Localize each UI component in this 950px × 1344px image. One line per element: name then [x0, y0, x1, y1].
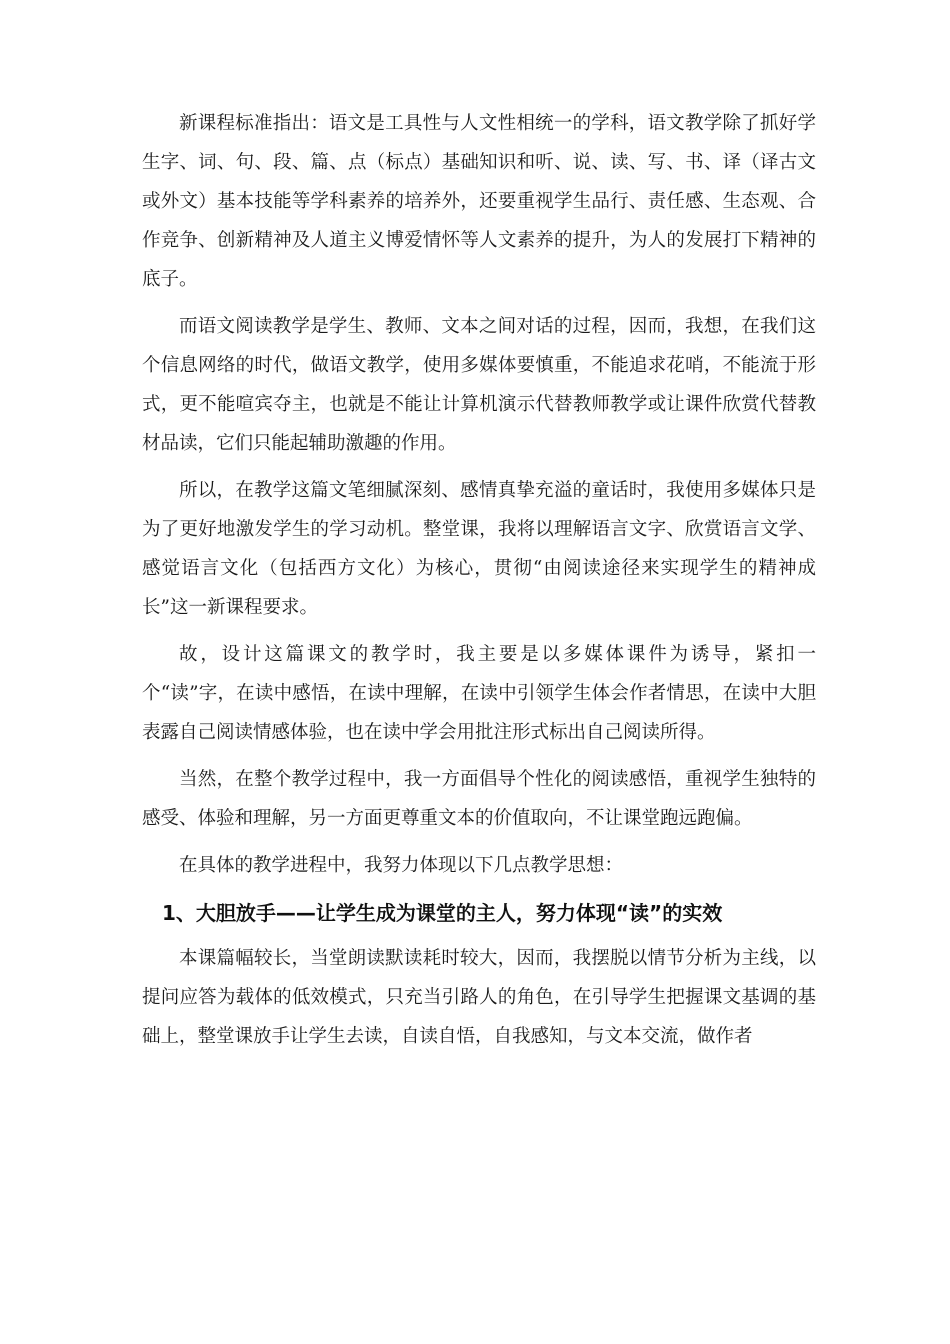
- paragraph-reading-dialogue: 而语文阅读教学是学生、教师、文本之间对话的过程，因而，我想，在我们这个信息网络的时代，做语文教学，使用多媒体要慎重，不能追求花哨，不能流于形式，更不能喧宾夺主，也就是不能让计算机演示代替教师教学或让课件欣赏代替教材品读，它们只能起辅助激趣的作用。: [142, 316, 816, 454]
- paragraph-curriculum-standard: 新课程标准指出：语文是工具性与人文性相统一的学科，语文教学除了抓好学生字、词、句、段、篇、点（标点）基础知识和听、说、读、写、书、译（译古文或外文）基本技能等学科素养的培养外，还要重视学生品行、责任感、生态观、合作竞争、创新精神及人道主义博爱情怀等人文素养的提升，为人的发展打下精神的底子。: [142, 113, 816, 290]
- paragraph-personalized-reading: 当然，在整个教学过程中，我一方面倡导个性化的阅读感悟，重视学生独特的感受、体验和理解，另一方面更尊重文本的价值取向，不让课堂跑远跑偏。: [142, 769, 816, 829]
- document-body: [142, 104, 816, 1064]
- section-heading: 1、大胆放手——让学生成为课堂的主人，努力体现“读”的实效: [162, 901, 723, 925]
- paragraph-teaching-ideas-intro: 在具体的教学进程中，我努力体现以下几点教学思想：: [179, 855, 624, 876]
- paragraph-section-body: 本课篇幅较长，当堂朗读默读耗时较大，因而，我摆脱以情节分析为主线，以提问应答为载体的低效模式，只充当引路人的角色，在引导学生把握课文基调的基础上，整堂课放手让学生去读，自读自悟，自我感知，与文本交流，做作者: [142, 948, 816, 1047]
- paragraph-multimedia-motivation: 所以，在教学这篇文笔细腻深刻、感情真挚充溢的童话时，我使用多媒体只是为了更好地激发学生的学习动机。整堂课，我将以理解语言文字、欣赏语言文学、感觉语言文化（包括西方文化）为核心，贯彻“由阅读途径来实现学生的精神成长”这一新课程要求。: [142, 480, 816, 618]
- paragraph-reading-design: 故，设计这篇课文的教学时，我主要是以多媒体课件为诱导，紧扣一个“读”字，在读中感悟，在读中理解，在读中引领学生体会作者情思，在读中大胆表露自己阅读情感体验，也在读中学会用批注形式标出自己阅读所得。: [142, 644, 816, 743]
